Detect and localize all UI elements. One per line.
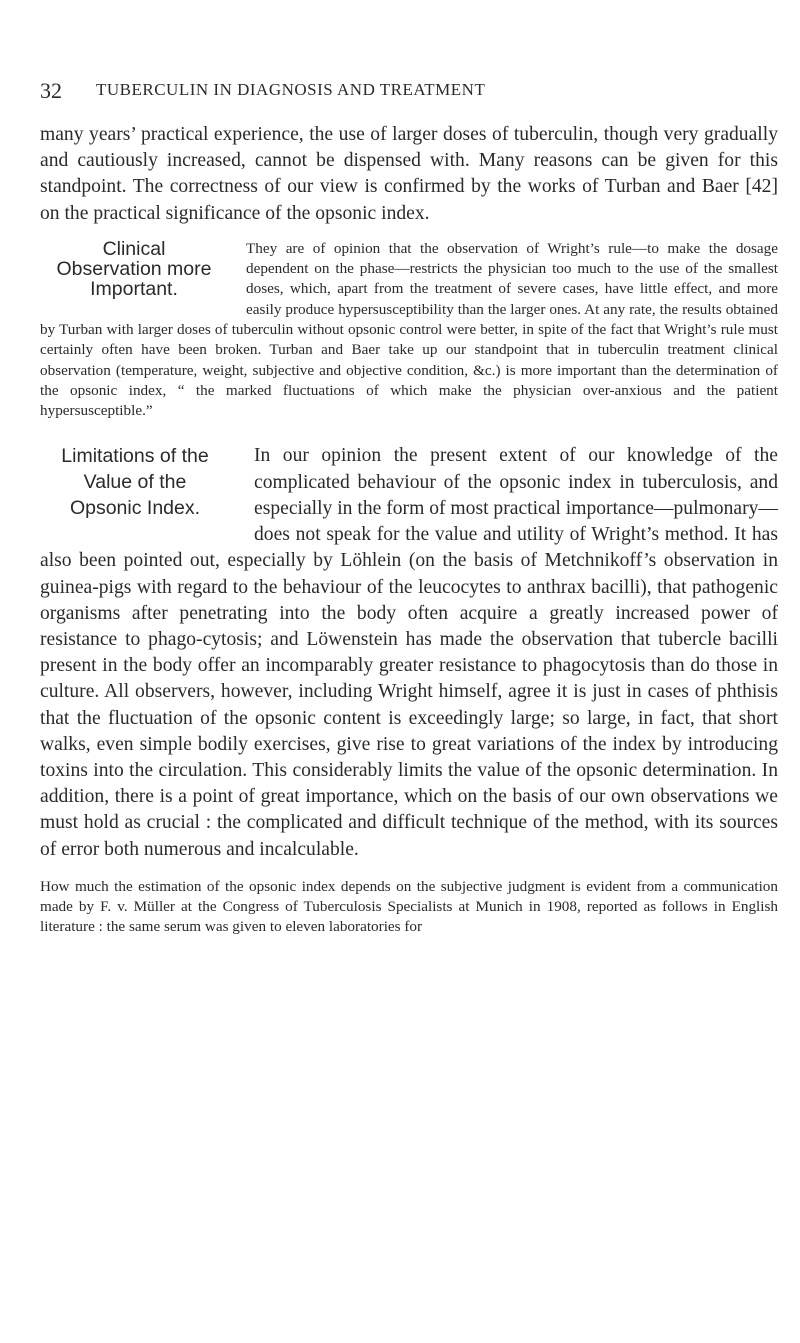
sidenote-line: Limitations of the (61, 445, 209, 468)
sidenote-line: Value of the (83, 471, 187, 494)
paragraph-opening: many years’ practical experience, the use of larger doses of tuberculin, though very gradually and cautiously increased, cannot be dispensed with. Many reasons can be given for this standpoint. The correctness of our view is confirmed by the works of Turban and Baer [42] on the practical significance of the opsonic index. (40, 124, 778, 224)
paragraph-muller: How much the estimation of the opsonic index depends on the subjective judgment is evident from a communication made by F. v. Müller at the Congress of Tuberculosis Specialists at Munich in 1908, reported as follows in English literature : the same serum was given to eleven laboratories for (40, 877, 778, 936)
paragraph-text: In our opinion the present extent of our knowledge of the complicated behaviour of the opsonic index in tuberculosis, and especially in the form of most practical importance—pulmonary—does not speak for the value and utility of Wright’s method. It has also been pointed out, especially by Löhlein (on the basis of Metchnikoff’s observation in guinea-pigs with regard to the behaviour of the leucocytes to anthrax bacilli), that pathogenic organisms after penetrating into the body often acquire a greatly increased power of resistance to phago-cytosis; and Löwenstein has made the observation that tubercle bacilli present in the body offer an incomparably greater resistance to phagocytosis than do those in culture. All observers, however, including Wright himself, agree it is just in cases of phthisis that the fluctuation of the opsonic content is exceedingly large; so large, in fact, that short walks, even simple bodily exercises, give rise to great variations of the index by introducing toxins into the circulation. This considerably limits the value of the opsonic determination. In addition, there is a point of great importance, which on the basis of our own observations we must hold as crucial : the complicated and difficult technique of the method, with its sources of error both numerous and incalculable. (40, 445, 778, 860)
page-header (40, 78, 780, 102)
sidenote-line: Clinical (102, 237, 166, 260)
paragraph-limitations (40, 443, 778, 862)
sidenote-line: Opsonic Index. (69, 497, 201, 520)
running-head: TUBERCULIN IN DIAGNOSIS AND TREATMENT (96, 80, 486, 99)
paragraph-turban-baer (40, 239, 778, 422)
page-number: 32 (40, 78, 62, 103)
sidenote-line: Observation more (56, 258, 212, 281)
page-body (40, 122, 778, 938)
sidenote-clinical-observation (34, 239, 234, 319)
sidenote-line: Important. (90, 278, 178, 301)
sidenote-limitations (30, 443, 240, 547)
paragraph-text: They are of opinion that the observation of Wright’s rule—to make the dosage dependent on the phase—restricts the physician too much to the use of the smallest doses, which, apart from the treatment of severe cases, have little effect, and more easily produce hypersusceptibility than the larger ones. At any rate, the results obtained by Turban with larger doses of tuberculin without opsonic control were better, in spite of the fact that Wright’s rule must certainly often have been broken. Turban and Baer take up our standpoint that in tuberculin treatment clinical observation (temperature, weight, subjective and objective condition, &c.) is more important than the determination of the opsonic index, “ the marked fluctuations of which make the physician over-anxious and the patient hypersusceptible.” (40, 239, 778, 420)
